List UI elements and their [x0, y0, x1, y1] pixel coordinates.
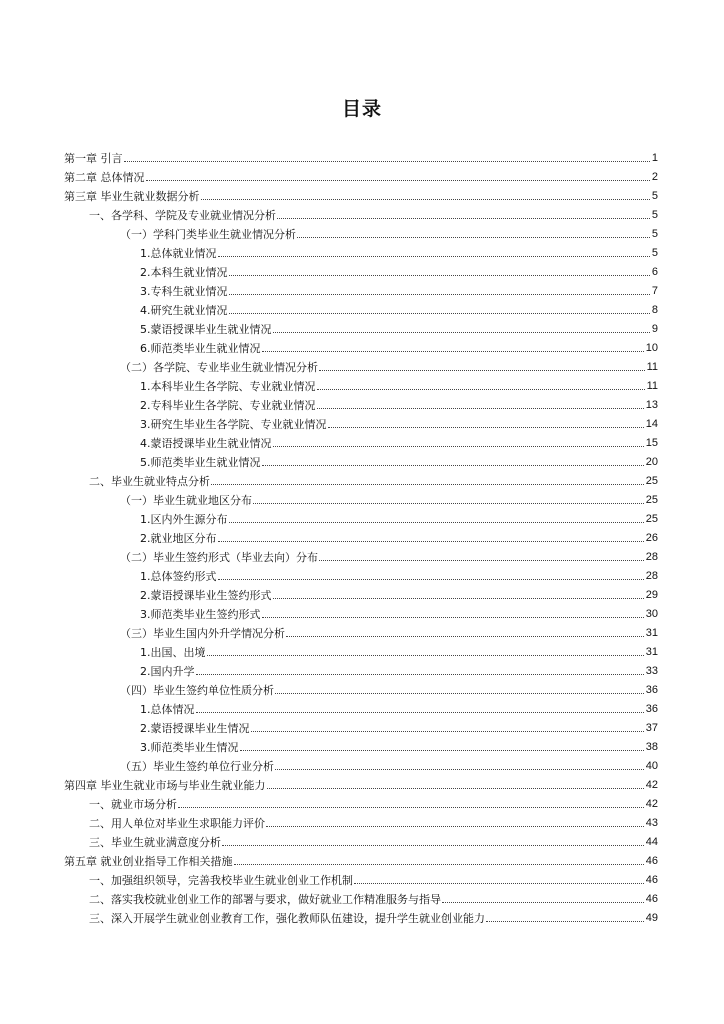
table-of-contents [64, 146, 658, 925]
toc-entry[interactable] [64, 640, 658, 659]
toc-entry-title: 2.就业地区分布 [140, 532, 217, 545]
toc-page-number: 5 [651, 190, 658, 202]
toc-entry[interactable] [64, 564, 658, 583]
toc-dot-leader [319, 370, 645, 371]
toc-entry[interactable] [64, 507, 658, 526]
toc-entry[interactable] [64, 222, 658, 241]
toc-page-number: 13 [645, 399, 658, 411]
toc-entry[interactable] [64, 298, 658, 317]
toc-page-number: 42 [645, 798, 658, 810]
toc-entry[interactable] [64, 393, 658, 412]
toc-entry-title: 2.蒙语授课毕业生情况 [140, 722, 250, 735]
toc-entry-title: 2.国内升学 [140, 665, 195, 678]
toc-entry-title: 3.专科生就业情况 [140, 285, 228, 298]
toc-entry[interactable] [64, 374, 658, 393]
toc-entry[interactable] [64, 659, 658, 678]
toc-dot-leader [319, 560, 644, 561]
toc-page-number: 25 [645, 494, 658, 506]
toc-page-number: 43 [645, 817, 658, 829]
toc-entry-title: 3.研究生毕业生各学院、专业就业情况 [140, 418, 327, 431]
toc-entry[interactable] [64, 526, 658, 545]
toc-entry-title: （四）毕业生签约单位性质分析 [120, 684, 274, 697]
toc-dot-leader [222, 845, 644, 846]
toc-entry-title: 一、各学科、学院及专业就业情况分析 [89, 209, 276, 222]
toc-page-number: 46 [645, 855, 658, 867]
toc-entry[interactable] [64, 355, 658, 374]
toc-dot-leader [124, 161, 650, 162]
toc-page-number: 29 [645, 589, 658, 601]
toc-page-number: 5 [651, 209, 658, 221]
toc-entry[interactable] [64, 849, 658, 868]
toc-entry-title: 第五章 就业创业指导工作相关措施 [64, 855, 233, 868]
toc-entry[interactable] [64, 431, 658, 450]
toc-entry[interactable] [64, 184, 658, 203]
toc-entry[interactable] [64, 583, 658, 602]
toc-dot-leader [218, 541, 644, 542]
toc-dot-leader [273, 332, 650, 333]
toc-entry[interactable] [64, 260, 658, 279]
toc-page-number: 11 [646, 361, 658, 373]
toc-page-number: 37 [645, 722, 658, 734]
toc-entry-title: 6.师范类毕业生就业情况 [140, 342, 261, 355]
toc-entry-title: 1.本科毕业生各学院、专业就业情况 [140, 380, 316, 393]
toc-page-number: 25 [645, 513, 658, 525]
toc-page-number: 10 [645, 342, 658, 354]
toc-entry[interactable] [64, 279, 658, 298]
toc-entry-title: 1.出国、出境 [140, 646, 206, 659]
toc-page-number: 8 [651, 304, 658, 316]
toc-entry-title: （二）各学院、专业毕业生就业情况分析 [120, 361, 318, 374]
toc-page-number: 44 [645, 836, 658, 848]
toc-page-number: 14 [645, 418, 658, 430]
toc-entry[interactable] [64, 811, 658, 830]
toc-page-number: 7 [651, 285, 658, 297]
toc-entry[interactable] [64, 773, 658, 792]
toc-entry[interactable] [64, 697, 658, 716]
toc-dot-leader [240, 750, 644, 751]
toc-dot-leader [442, 902, 644, 903]
toc-entry[interactable] [64, 545, 658, 564]
toc-dot-leader [229, 294, 650, 295]
toc-dot-leader [354, 883, 644, 884]
page-title: 目录 [341, 98, 382, 120]
toc-entry[interactable] [64, 792, 658, 811]
toc-entry[interactable] [64, 716, 658, 735]
toc-entry[interactable] [64, 336, 658, 355]
toc-dot-leader [253, 503, 644, 504]
toc-entry-title: （三）毕业生国内外升学情况分析 [120, 627, 285, 640]
toc-page-number: 11 [646, 380, 658, 392]
toc-dot-leader [262, 617, 644, 618]
toc-dot-leader [146, 180, 650, 181]
toc-page-number: 46 [645, 893, 658, 905]
toc-entry-title: 1.总体签约形式 [140, 570, 217, 583]
toc-page-number: 15 [645, 437, 658, 449]
toc-dot-leader [218, 579, 644, 580]
toc-page-number: 5 [651, 247, 658, 259]
toc-dot-leader [297, 237, 650, 238]
toc-dot-leader [317, 408, 644, 409]
toc-dot-leader [273, 446, 644, 447]
toc-page-number: 36 [645, 703, 658, 715]
toc-page-number: 26 [645, 532, 658, 544]
toc-entry[interactable] [64, 469, 658, 488]
toc-page-number: 46 [645, 874, 658, 886]
toc-dot-leader [251, 731, 644, 732]
toc-entry[interactable] [64, 488, 658, 507]
toc-dot-leader [178, 807, 644, 808]
toc-page-number: 28 [645, 570, 658, 582]
toc-entry[interactable] [64, 203, 658, 222]
toc-entry-title: 三、深入开展学生就业创业教育工作，强化教师队伍建设，提升学生就业创业能力 [89, 912, 485, 925]
toc-entry-title: （二）毕业生签约形式（毕业去向）分布 [120, 551, 318, 564]
toc-dot-leader [317, 389, 645, 390]
toc-entry-title: 5.蒙语授课毕业生就业情况 [140, 323, 272, 336]
toc-page-number: 38 [645, 741, 658, 753]
toc-dot-leader [277, 218, 650, 219]
toc-entry-title: 4.蒙语授课毕业生就业情况 [140, 437, 272, 450]
toc-dot-leader [211, 484, 644, 485]
toc-entry-title: 一、加强组织领导，完善我校毕业生就业创业工作机制 [89, 874, 353, 887]
toc-entry-title: 3.师范类毕业生签约形式 [140, 608, 261, 621]
toc-entry-title: 4.研究生就业情况 [140, 304, 228, 317]
toc-page-number: 6 [651, 266, 658, 278]
toc-entry-title: （一）学科门类毕业生就业情况分析 [120, 228, 296, 241]
toc-entry[interactable] [64, 830, 658, 849]
toc-entry-title: 1.区内外生源分布 [140, 513, 228, 526]
toc-page-number: 49 [645, 912, 658, 924]
toc-entry[interactable] [64, 602, 658, 621]
toc-page-number: 9 [651, 323, 658, 335]
toc-page-number: 42 [645, 779, 658, 791]
toc-entry[interactable] [64, 868, 658, 887]
toc-entry[interactable] [64, 735, 658, 754]
toc-page-number: 28 [645, 551, 658, 563]
toc-entry[interactable] [64, 450, 658, 469]
toc-entry-title: 二、用人单位对毕业生求职能力评价 [89, 817, 265, 830]
toc-entry-title: 一、就业市场分析 [89, 798, 177, 811]
toc-entry[interactable] [64, 241, 658, 260]
toc-entry[interactable] [64, 317, 658, 336]
toc-dot-leader [201, 199, 650, 200]
toc-entry[interactable] [64, 146, 658, 165]
toc-entry[interactable] [64, 621, 658, 640]
toc-entry-title: 二、毕业生就业特点分析 [89, 475, 210, 488]
toc-entry-title: 2.蒙语授课毕业生签约形式 [140, 589, 272, 602]
toc-entry-title: 5.师范类毕业生就业情况 [140, 456, 261, 469]
toc-page-number: 31 [645, 646, 658, 658]
toc-dot-leader [267, 788, 644, 789]
toc-entry[interactable] [64, 412, 658, 431]
toc-dot-leader [229, 313, 650, 314]
toc-entry-title: 2.本科生就业情况 [140, 266, 228, 279]
toc-dot-leader [229, 275, 650, 276]
toc-dot-leader [229, 522, 644, 523]
toc-entry[interactable] [64, 165, 658, 184]
toc-entry-title: 第一章 引言 [64, 152, 123, 165]
toc-page-number: 1 [651, 152, 658, 164]
toc-page-number: 30 [645, 608, 658, 620]
toc-entry-title: （一）毕业生就业地区分布 [120, 494, 252, 507]
toc-dot-leader [207, 655, 644, 656]
toc-dot-leader [196, 674, 644, 675]
toc-entry-title: 第四章 毕业生就业市场与毕业生就业能力 [64, 779, 266, 792]
toc-dot-leader [486, 921, 644, 922]
toc-dot-leader [196, 712, 644, 713]
toc-page-number: 33 [645, 665, 658, 677]
toc-page-number: 2 [651, 171, 658, 183]
toc-entry-title: 3.师范类毕业生情况 [140, 741, 239, 754]
toc-dot-leader [273, 598, 644, 599]
toc-entry[interactable] [64, 754, 658, 773]
toc-page-number: 40 [645, 760, 658, 772]
toc-page-number: 5 [651, 228, 658, 240]
toc-dot-leader [262, 465, 644, 466]
toc-entry-title: 2.专科毕业生各学院、专业就业情况 [140, 399, 316, 412]
toc-dot-leader [234, 864, 644, 865]
toc-dot-leader [286, 636, 644, 637]
toc-dot-leader [328, 427, 644, 428]
toc-page-number: 25 [645, 475, 658, 487]
toc-page-number: 36 [645, 684, 658, 696]
toc-entry-title: 二、落实我校就业创业工作的部署与要求，做好就业工作精准服务与指导 [89, 893, 441, 906]
toc-dot-leader [218, 256, 650, 257]
toc-entry-title: 1.总体就业情况 [140, 247, 217, 260]
toc-entry-title: 三、毕业生就业满意度分析 [89, 836, 221, 849]
toc-entry[interactable] [64, 887, 658, 906]
toc-entry-title: （五）毕业生签约单位行业分析 [120, 760, 274, 773]
toc-dot-leader [262, 351, 644, 352]
toc-dot-leader [275, 693, 644, 694]
toc-page-number: 20 [645, 456, 658, 468]
toc-entry-title: 第三章 毕业生就业数据分析 [64, 190, 200, 203]
toc-entry[interactable] [64, 906, 658, 925]
toc-entry-title: 1.总体情况 [140, 703, 195, 716]
toc-dot-leader [266, 826, 644, 827]
toc-dot-leader [275, 769, 644, 770]
toc-page-number: 31 [645, 627, 658, 639]
toc-entry-title: 第二章 总体情况 [64, 171, 145, 184]
toc-entry[interactable] [64, 678, 658, 697]
